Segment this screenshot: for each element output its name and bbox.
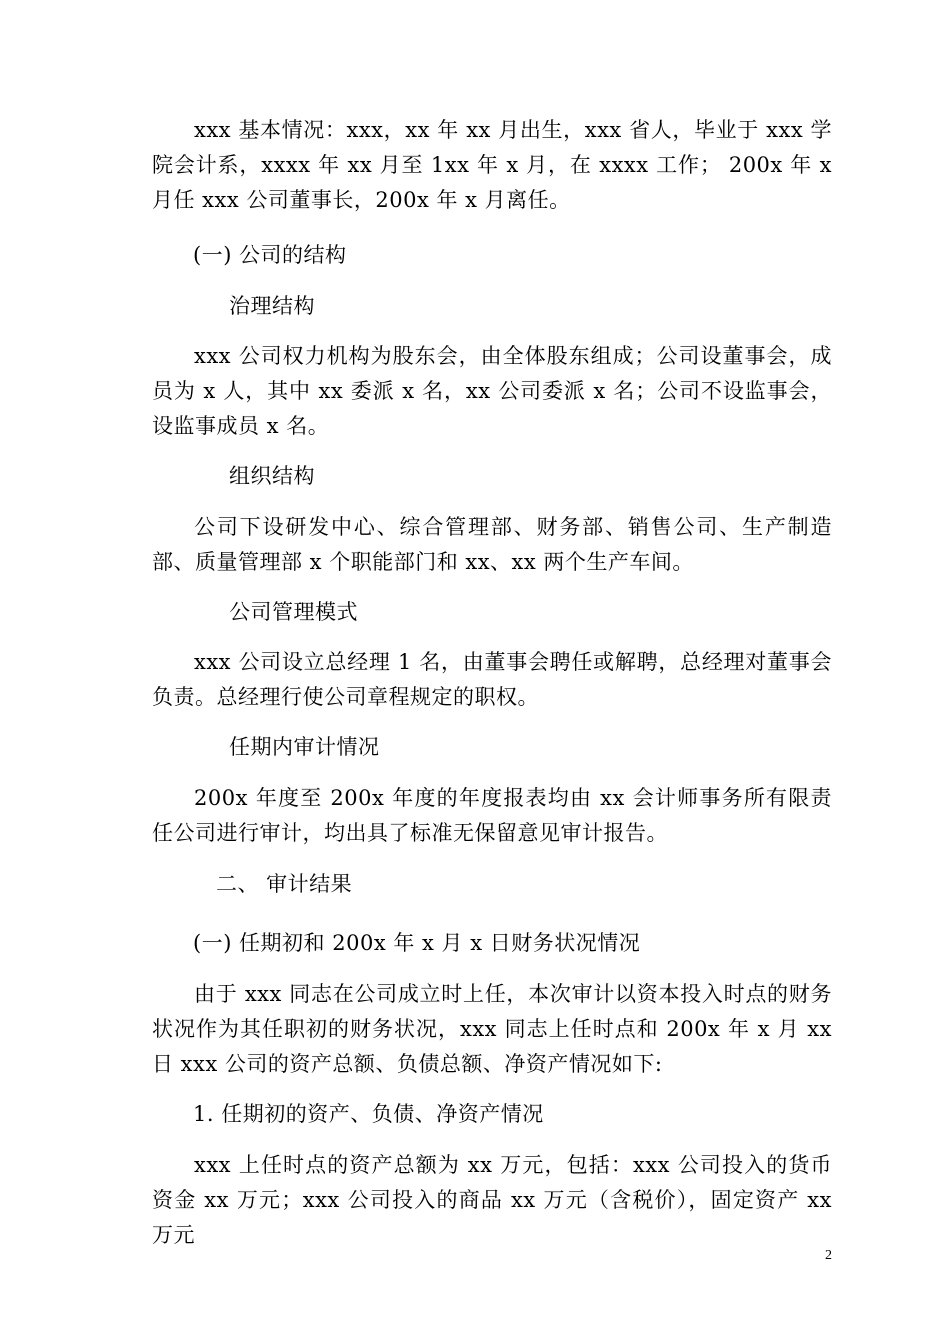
paragraph-management: xxx 公司设立总经理 1 名，由董事会聘任或解聘，总经理对董事会负责。总经理行使公司章程规定的职权。 [152,650,832,709]
heading-audit-results: 二、 审计结果 [216,872,353,896]
heading-management-model: 公司管理模式 [229,600,358,624]
paragraph-initial-assets: xxx 上任时点的资产总额为 xx 万元，包括：xxx 公司投入的货币资金 xx 万元；xxx 公司投入的商品 xx 万元（含税价），固定资产 xx 万元 [152,1153,832,1247]
heading-governance-structure: 治理结构 [229,294,315,318]
paragraph-organization: 公司下设研发中心、综合管理部、财务部、销售公司、生产制造部、质量管理部 x 个职能部门和 xx、xx 两个生产车间。 [152,515,832,574]
heading-organization-structure: 组织结构 [229,464,315,488]
page-number: 2 [825,1248,832,1263]
heading-company-structure: (一) 公司的结构 [193,243,347,267]
paragraph-financial-intro: 由于 xxx 同志在公司成立时上任，本次审计以资本投入时点的财务状况作为其任职初的财务状况，xxx 同志上任时点和 200x 年 x 月 xx 日 xxx 公司的资产总额、负债总额、净资产情况如下: [152,982,832,1076]
paragraph-basic-info: xxx 基本情况：xxx，xx 年 xx 月出生，xxx 省人，毕业于 xxx 学院会计系，xxxx 年 xx 月至 1xx 年 x 月，在 xxxx 工作； 200x 年 x 月任 xxx 公司董事长，200x 年 x 月离任。 [152,118,832,212]
paragraph-governance: xxx 公司权力机构为股东会，由全体股东组成；公司设董事会，成员为 x 人，其中 xx 委派 x 名，xx 公司委派 x 名；公司不设监事会，设监事成员 x 名。 [152,344,832,438]
heading-financial-status: (一) 任期初和 200x 年 x 月 x 日财务状况情况 [193,931,641,955]
heading-audit-during-term: 任期内审计情况 [229,735,380,759]
heading-initial-assets: 1. 任期初的资产、负债、净资产情况 [193,1102,544,1126]
paragraph-audit: 200x 年度至 200x 年度的年度报表均由 xx 会计师事务所有限责任公司进行审计，均出具了标准无保留意见审计报告。 [152,786,832,845]
